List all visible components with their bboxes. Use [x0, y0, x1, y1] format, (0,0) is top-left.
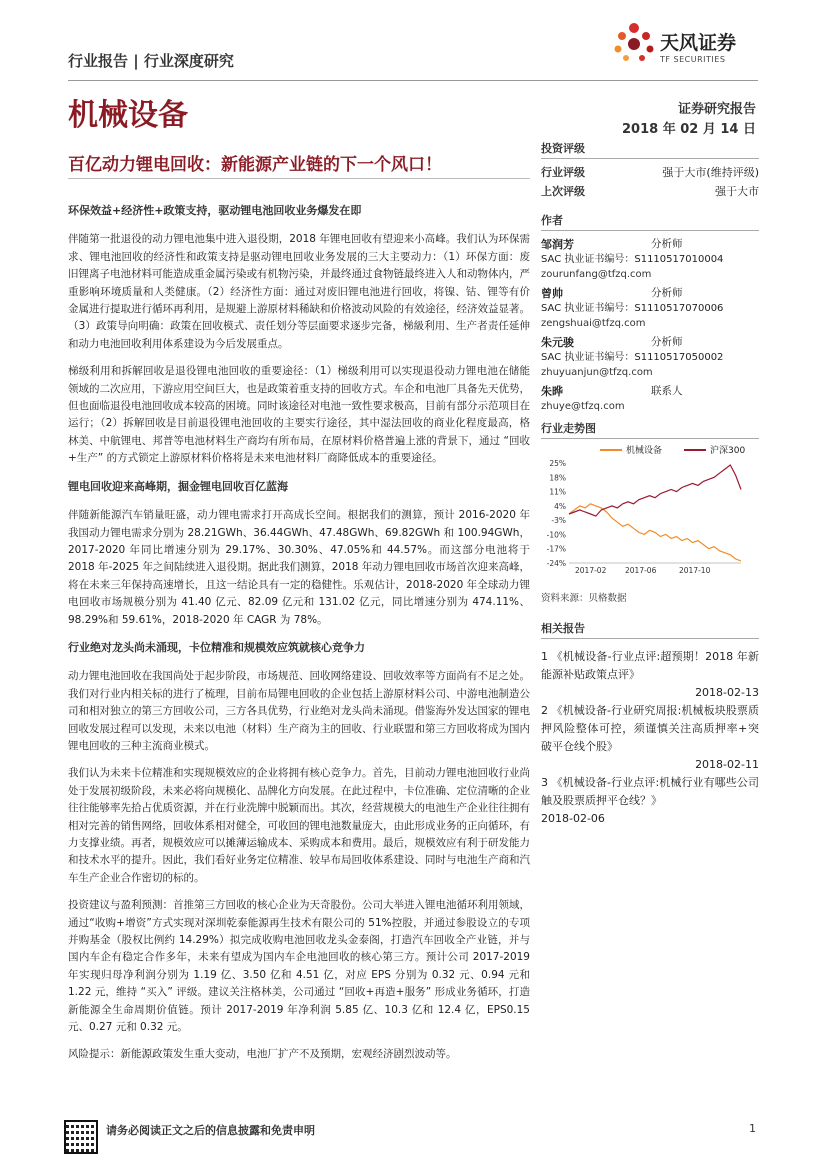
author-role: 分析师 [651, 336, 683, 348]
related-report-date: 2018-02-13 [695, 686, 759, 699]
author-email[interactable]: zhuye@tfzq.com [541, 401, 625, 412]
qr-code-icon [64, 1120, 98, 1154]
author-cert: SAC 执业证书编号：S1110517070006 [541, 303, 724, 314]
author-name: 曾帅 [541, 287, 563, 300]
y-tick-label: 11% [549, 487, 566, 497]
author-name: 朱元骏 [541, 336, 574, 349]
report-type: 证券研究报告 [677, 102, 756, 117]
y-tick-label: -24% [546, 559, 566, 568]
author-email[interactable]: zhuyuanjun@tfzq.com [541, 367, 653, 378]
related-report-date: 2018-02-11 [695, 758, 759, 771]
related-report-link[interactable]: 2 《机械设备-行业研究周报:机械板块股票质押风险整体可控，须谨慎关注高质押率+突破平仓线个股》 [541, 704, 759, 753]
main-body [68, 198, 530, 1074]
industry-rating-label: 行业评级 [541, 166, 585, 179]
author-role: 联系人 [651, 385, 683, 397]
last-rating-value: 强于大市 [715, 185, 759, 198]
paragraph: 伴随第一批退役的动力锂电池集中进入退役期，2018 年锂电回收有望迎来小高峰。我们认为环保需求、锂电池回收的经济性和政策支持是驱动锂电回收业务发展的三大主要动力：（1）环保方面：废旧锂离子电池材料可能造成重金属污染或有机物污染，并最终通过食物链最终进入人和动物体内，严重影响环境质量和人类健康。（2）经济性方面：通过对废旧锂电池进行回收，将镍、钴、锂等有价金属进行提取进行循环再利用，是规避上游原材料稀缺和价格波动风险的有效途径，经济效益显著。（3）政策导向明确：政策在回收模式、责任划分等层面要求逐步完备，梯級利用、生产者责任延伸和动力电池回收利用体系建设为今后发展重点。 [68, 233, 530, 350]
related-list [541, 648, 759, 828]
title-divider [68, 178, 530, 179]
legend-label: 机械设备 [626, 446, 663, 456]
related-panel [541, 620, 759, 639]
related-heading: 相关报告 [541, 620, 759, 639]
authors-heading: 作者 [541, 212, 759, 231]
last-rating-label: 上次评级 [541, 185, 585, 198]
header-divider [68, 80, 758, 81]
report-date: 2018 年 02 月 14 日 [622, 122, 756, 137]
related-report-link[interactable]: 1 《机械设备-行业点评:超预期！2018 年新能源补贴政策点评》 [541, 650, 759, 681]
report-title: 百亿动力锂电回收：新能源产业链的下一个风口！ [68, 155, 442, 175]
y-tick-label: -17% [546, 544, 566, 554]
y-tick-label: -3% [551, 516, 566, 526]
paragraph: 风险提示：新能源政策发生重大变动，电池厂扩产不及预期，宏观经济剧烈波动等。 [68, 1048, 457, 1061]
y-tick-label: 18% [549, 473, 566, 483]
rating-heading: 投资评级 [541, 140, 759, 159]
author-cert: SAC 执业证书编号：S1110517050002 [541, 352, 724, 363]
company-logo [612, 22, 762, 70]
series-line-2 [569, 465, 741, 516]
industry-trend-chart [541, 455, 759, 580]
paragraph: 动力锂电池回收在我国尚处于起步阶段，市场规范、回收网络建设、回收效率等方面尚有不足之处。我们对行业内相关标的进行了梳理，目前布局锂电回收的企业包括上游原材料公司、中游电池制造公司和相对独立的第三方回收公司，三方各具优势，行业绝对龙头尚未涌现。借鉴海外发达国家的锂电回收发展过程可以发现，未来以电池（材料）生产商为主的回收、行业联盟和第三方回收将成为国内锂电回收的三种主流商业模式。 [68, 670, 530, 752]
author-email[interactable]: zourunfang@tfzq.com [541, 269, 652, 280]
paragraph: 投资建议与盈利预测：首推第三方回收的核心企业为天奇股份。公司大举进入锂电池循环利用领域，通过“收购+增资”方式实现对深圳乾泰能源再生技术有限公司的 51%控股，并通过参股设立的专项并购基金（股权比例约 14.29%）拟完成收购电池回收龙头金泰阁，打造汽车回收全产业链，并与国内车企有稳定合作多年，未来有望成为国内车企电池回收的核心第三方。预计公司 2017-2019 年实现归母净利润分别为 1.19 亿、3.50 亿和 4.51 亿，对应 EPS 分别为 0.32 元、0.94 元和 1.22 元，维持 “买入” 评级。建议关注格林美，公司通过 “回收+再造+服务” 形成业务循环，打造新能源全生命周期价值链。预计 2017-2019 年净利润 5.85 亿、10.3 亿和 12.4 亿，EPS0.15 元、0.27 元和 0.32 元。 [68, 899, 530, 1034]
chart-source: 资料来源：贝格数据 [541, 593, 627, 604]
paragraph: 我们认为未来卡位精准和实现规模效应的企业将拥有核心竞争力。首先，目前动力锂电池回收行业尚处于发展初级阶段，未来必将向规模化、品牌化方向发展。在此过程中，卡位准确、定位清晰的企业往往能够率先拾占优质资源，并在行业洗牌中脱颖而出。其次，经营规模大的电池生产企业往往拥有相对完善的销售网络，回收体系相对健全，可收回的锂电池数量庞大，由此形成业务的正向循环，有力支撑业绩。再者，规模效应可以摊薄运输成本、采购成本和费用。最后，规模效应有利于研发能力和技术水平的提升。因此，我们看好业务定位精准、较早布局回收体系建设、同时与电池生产商和汽车生产企业合作密切的标的。 [68, 767, 530, 884]
y-tick-label: 4% [554, 501, 566, 511]
legend-label: 沪深300 [710, 446, 746, 456]
author-role: 分析师 [651, 287, 683, 299]
section-heading: 锂电回收迎来高峰期，掘金锂电回收百亿蓝海 [68, 479, 288, 493]
section-heading: 环保效益+经济性+政策支持，驱动锂电池回收业务爆发在即 [68, 204, 362, 217]
y-tick-label: -10% [546, 530, 566, 540]
author-entry [541, 335, 759, 380]
author-entry [541, 237, 759, 282]
related-report-date: 2018-02-06 [541, 812, 605, 825]
rating-panel [541, 140, 759, 201]
disclaimer-note: 请务必阅读正文之后的信息披露和免责申明 [106, 1124, 315, 1137]
section-heading: 行业绝对龙头尚未涌现，卡位精准和规模效应筑就核心竞争力 [68, 640, 365, 654]
page-number: 1 [749, 1122, 756, 1135]
x-tick-label: 2017-06 [625, 566, 657, 575]
y-tick-label: 25% [549, 459, 566, 468]
author-cert: SAC 执业证书编号：S1110517010004 [541, 254, 724, 265]
trend-heading: 行业走势图 [541, 420, 759, 439]
logo-text-cn: 天风证券 [660, 32, 737, 54]
series-line-1 [569, 504, 741, 561]
author-role: 分析师 [651, 238, 683, 250]
logo-text-en: TF SECURITIES [660, 55, 726, 64]
logo-dots-icon [612, 22, 656, 66]
x-tick-label: 2017-02 [575, 566, 607, 575]
paragraph: 梯级利用和拆解回收是退役锂电池回收的重要途径：（1）梯级利用可以实现退役动力锂电池在储能领域的二次应用，下游应用空间巨大，也是政策着重支持的回收方式。车企和电池厂具备先天优势，但也面临退役电池回收成本较高的困境。同时该途径对电池一致性要求极高，目前有部分示范项目在运行；（2）拆解回收是目前退役锂电池回收的主要实行途径，其中湿法回收的商业化程度最高，格林美、中航锂电、邦普等电池材料生产商均有所布局，在原材料价格普遍上涨的背景下，通过 “回收+生产” 的方式锁定上游原材料价格将是未来电池材料厂商降低成本的重要途径。 [68, 365, 530, 465]
trend-panel [541, 420, 759, 439]
author-name: 邹润芳 [541, 238, 574, 251]
x-tick-label: 2017-10 [679, 566, 711, 575]
author-email[interactable]: zengshuai@tfzq.com [541, 318, 646, 329]
author-entry [541, 384, 759, 414]
paragraph: 伴随新能源汽车销量旺盛，动力锂电需求打开高成长空间。根据我们的测算，预计 2016-2020 年我国动力锂电需求分别为 28.21GWh、36.44GWh、47.48GWh、69.82GWh 和 100.94GWh，2017-2020 年同比增速分别为 29.17%、30.30%、47.05%和 44.57%。而这部分电池将于 2018 年-2025 年之间陆续进入退役期。据此我们测算，2018 年动力锂电回收市场首次迎来高峰，将在未来三年保持高速增长，且这一结论具有一定的稳健性。乐观估计，2018-2020 年全球动力锂电回收市场规模分别为 41.40 亿元、82.09 亿元和 131.02 亿元，同比增速分别为 474.11%、98.29%和 59.61%，2018-2020 年 CAGR 为 78%。 [68, 509, 530, 626]
industry-rating-value: 强于大市(维持评级) [662, 166, 759, 179]
industry-name: 机械设备 [68, 98, 188, 133]
report-category: 行业报告 | 行业深度研究 [68, 52, 234, 70]
related-report-link[interactable]: 3 《机械设备-行业点评:机械行业有哪些公司触及股票质押平仓线？》 [541, 776, 759, 807]
authors-panel [541, 212, 759, 414]
author-name: 朱晔 [541, 385, 563, 398]
author-entry [541, 286, 759, 331]
